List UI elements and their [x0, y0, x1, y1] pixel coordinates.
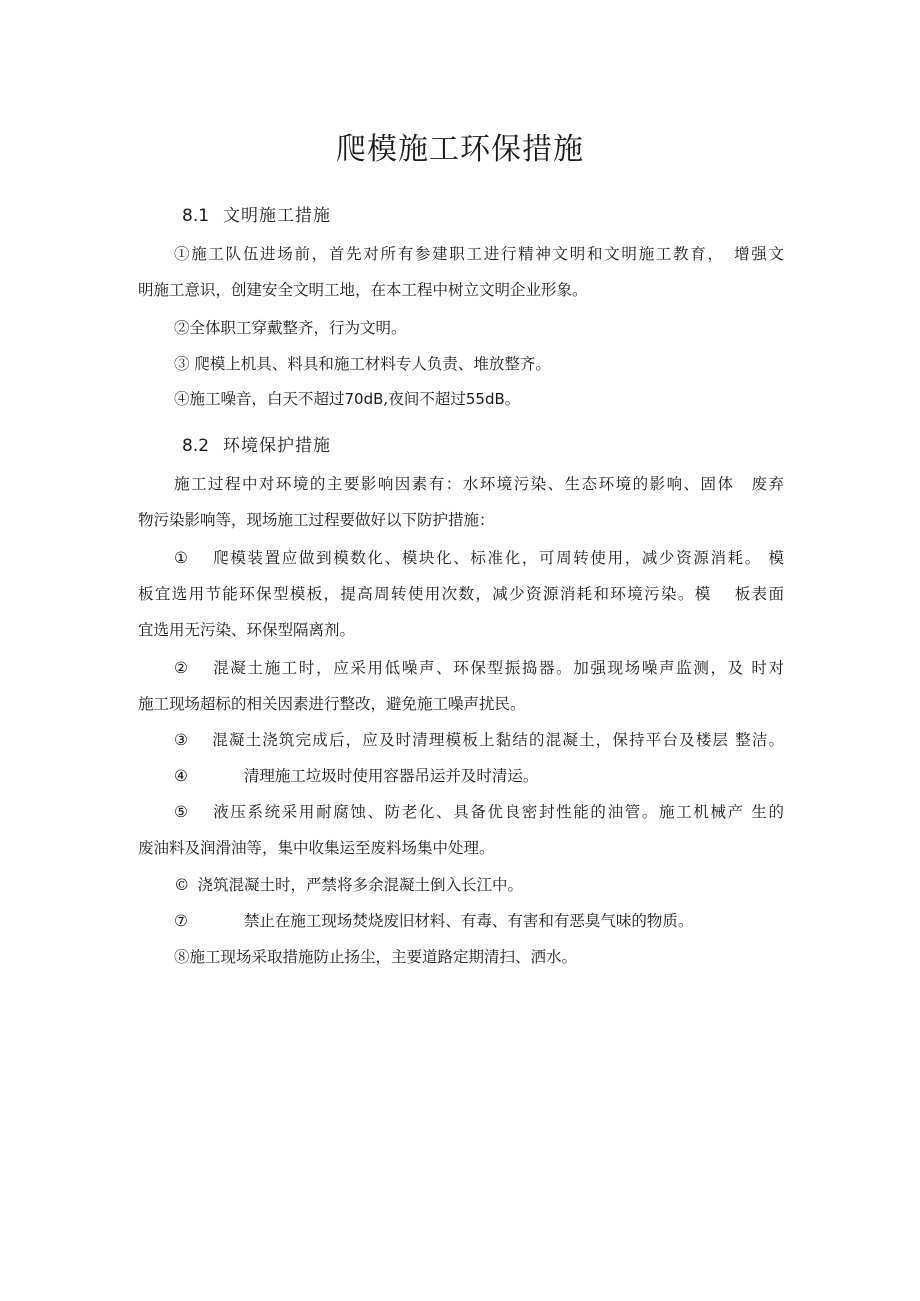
paragraph-line: 废油料及润滑油等，集中收集运至废料场集中处理。	[138, 839, 495, 857]
section2-item-7	[174, 903, 693, 939]
section-title: 环境保护措施	[223, 436, 332, 456]
paragraph-line: 施工现场超标的相关因素进行整改，避免施工噪声扰民。	[138, 695, 526, 713]
item-text: 液压系统采用耐腐蚀、防老化、具备优良密封性能的油管。施工机械产 生的	[211, 803, 784, 821]
section2-item-4	[174, 758, 538, 794]
item-marker: ©	[174, 876, 190, 894]
item-marker: ②	[174, 659, 190, 677]
item-text: 浇筑混凝土时，严禁将多余混凝土倒入长江中。	[197, 876, 524, 894]
item-marker: ③	[174, 731, 190, 749]
item-text: 爬模装置应做到模数化、模块化、标准化，可周转使用，减少资源消耗。 模	[211, 549, 784, 567]
paragraph-line: 宜选用无污染、环保型隔离剂。	[138, 621, 356, 639]
section1-item-3: ③ 爬模上机具、料具和施工材料专人负责、堆放整齐。	[174, 355, 551, 373]
day-noise-limit: 70dB	[344, 390, 384, 408]
paragraph-line	[138, 794, 784, 830]
section2-item-3	[138, 722, 784, 758]
paragraph-line: 明施工意识，创建安全文明工地，在本工程中树立文明企业形象。	[138, 281, 588, 299]
paragraph-line: 板宜选用节能环保型模板，提高周转使用次数，减少资源消耗和环境污染。模 板表面	[138, 585, 784, 603]
document-title: 爬模施工环保措施	[336, 132, 584, 167]
night-noise-limit: 55dB	[465, 390, 505, 408]
section1-item-4	[174, 381, 520, 417]
paragraph-line: 物污染影响等，现场施工过程要做好以下防护措施：	[138, 511, 495, 529]
section2-item-8: ⑧施工现场采取措施防止扬尘，主要道路定期清扫、洒水。	[174, 948, 578, 966]
item-marker: ④	[174, 767, 188, 785]
noise-text: ,夜间不超过	[383, 390, 466, 408]
section1-item-1	[138, 236, 784, 308]
item-text: 清理施工垃圾时使用容器吊运并及时清运。	[243, 767, 539, 785]
item-marker: ⑤	[174, 803, 190, 821]
item-text: 禁止在施工现场焚烧废旧材料、有毒、有害和有恶臭气味的物质。	[243, 912, 694, 930]
paragraph-line	[138, 650, 784, 686]
paragraph-line: ①施工队伍进场前，首先对所有参建职工进行精神文明和文明施工教育， 增强文	[174, 245, 784, 263]
item-text: 混凝土浇筑完成后，应及时清理模板上黏结的混凝土，保持平台及楼层 整洁。	[211, 731, 784, 749]
section-number: 8.1	[182, 206, 210, 226]
section-title: 文明施工措施	[223, 206, 332, 226]
section-heading-8-2	[182, 434, 331, 458]
section2-item-5	[138, 794, 784, 866]
section1-item-2: ②全体职工穿戴整齐，行为文明。	[174, 319, 407, 337]
section-number: 8.2	[182, 436, 210, 456]
paragraph-line	[138, 540, 784, 576]
noise-text: ④施工噪音，白天不超过	[174, 390, 345, 408]
item-text: 混凝土施工时，应采用低噪声、环保型振捣器。加强现场噪声监测，及 时对	[211, 659, 784, 677]
item-marker: ⑦	[174, 912, 188, 930]
noise-text: 。	[504, 390, 521, 408]
section2-item-6	[174, 867, 523, 903]
paragraph-line: 施工过程中对环境的主要影响因素有：水环境污染、生态环境的影响、固体 废弃	[174, 475, 784, 493]
section-heading-8-1	[182, 204, 331, 228]
section2-intro	[138, 466, 784, 538]
item-marker: ①	[174, 549, 190, 567]
section2-item-1	[138, 540, 784, 648]
section2-item-2	[138, 650, 784, 722]
paragraph-line	[138, 722, 784, 758]
